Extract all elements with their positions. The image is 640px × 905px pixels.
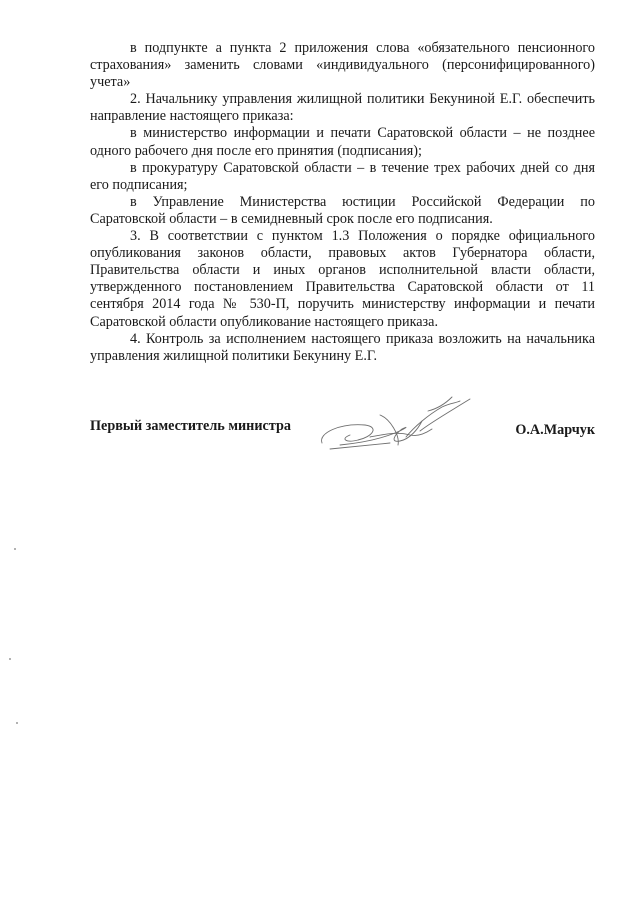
handwritten-signature [310, 385, 480, 465]
paragraph-item-2: 2. Начальнику управления жилищной политики Бекуниной Е.Г. обеспечить направление настоящего приказа: [90, 91, 595, 125]
signatory-title: Первый заместитель министра [90, 418, 291, 434]
document-body [90, 40, 595, 365]
paragraph-justice-department: в Управление Министерства юстиции Российской Федерации по Саратовской области – в семидневный срок после его подписания. [90, 193, 595, 227]
paragraph-item-4: 4. Контроль за исполнением настоящего приказа возложить на начальника управления жилищной политики Бекунину Е.Г. [90, 330, 595, 364]
scan-speck [14, 548, 16, 550]
paragraph-ministry-information: в министерство информации и печати Саратовской области – не позднее одного рабочего дня после его принятия (подписания); [90, 125, 595, 159]
signatory-name: О.А.Марчук [515, 422, 595, 438]
scan-speck [9, 658, 11, 660]
scan-speck [16, 722, 18, 724]
paragraph-item-3: 3. В соответствии с пунктом 1.3 Положения о порядке официального опубликования законов области, правовых актов Губернатора области, Правительства области и иных органов исполнительной власти области, утвержденного постановлением Правительства Саратовской области от 11 сентября 2014 года № 530-П, поручить министерству информации и печати Саратовской области опубликование настоящего приказа. [90, 228, 595, 330]
signature-block [90, 410, 595, 480]
paragraph-amendment: в подпункте а пункта 2 приложения слова «обязательного пенсионного страхования» заменить словами «индивидуального (персонифицированного) учета» [90, 40, 595, 91]
paragraph-prosecutor: в прокуратуру Саратовской области – в течение трех рабочих дней со дня его подписания; [90, 159, 595, 193]
